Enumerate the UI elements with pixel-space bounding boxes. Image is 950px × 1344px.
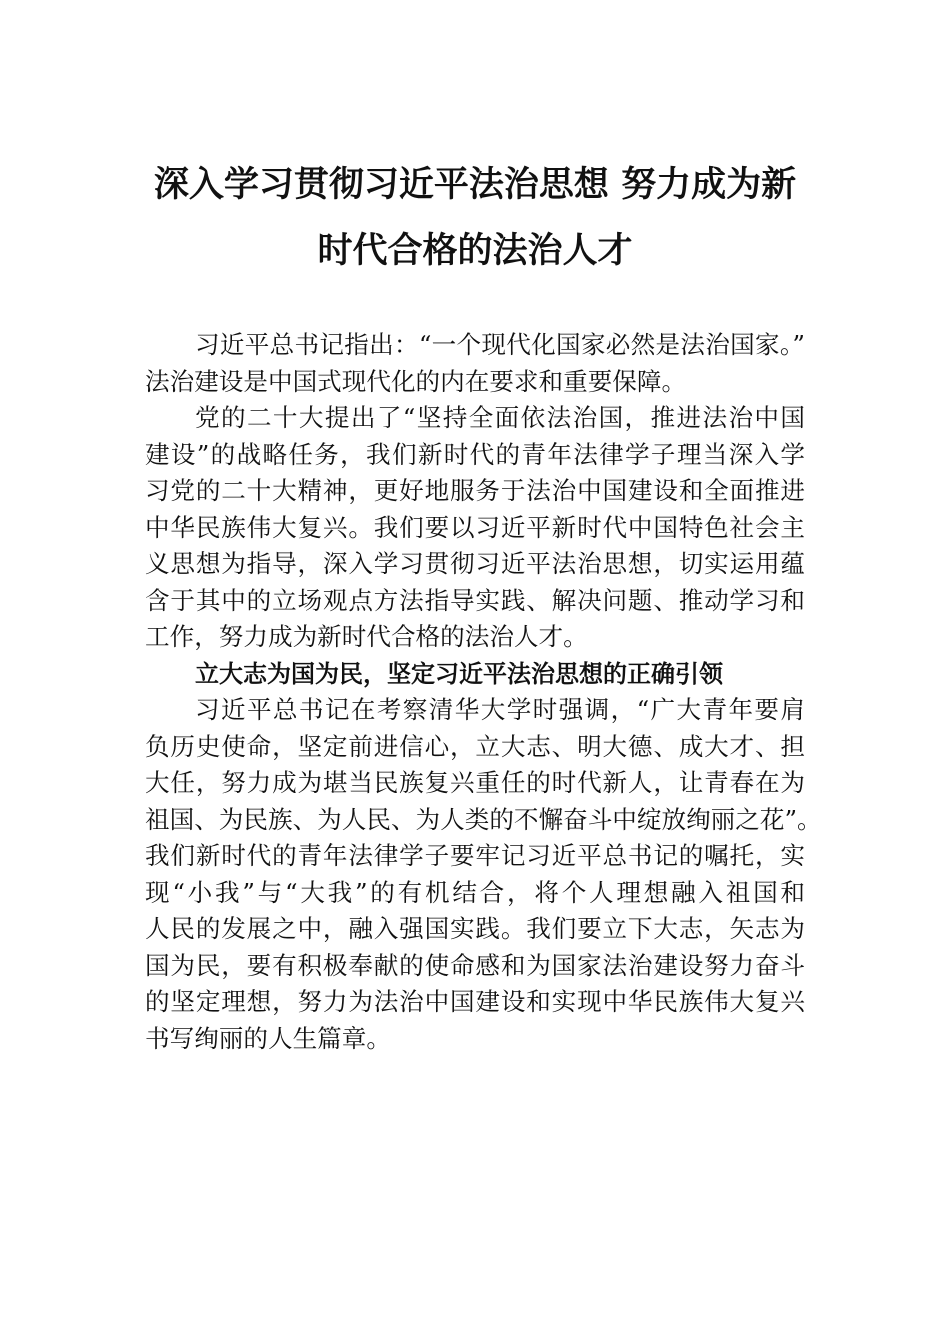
paragraph-3 [145,692,822,1057]
title-line: 时代合格的法治人才 [317,230,633,271]
paragraph-line: 我们新时代的青年法律学子要牢记习近平总书记的嘱托，实 [145,841,805,870]
paragraph-line: 习近平总书记在考察清华大学时强调，“广大青年要肩 [195,695,805,724]
paragraph-line: 人民的发展之中，融入强国实践。我们要立下大志，矢志为 [145,914,805,943]
document-body [145,327,822,1057]
paragraph-line: 国为民，要有积极奉献的使命感和为国家法治建设努力奋斗 [145,950,805,980]
paragraph-line: 的坚定理想，努力为法治中国建设和实现中华民族伟大复兴 [145,987,805,1016]
paragraph-line: 习近平总书记指出：“一个现代化国家必然是法治国家。” [195,330,805,359]
paragraph-line: 大任，努力成为堪当民族复兴重任的时代新人，让青春在为 [145,768,805,797]
paragraph-line: 法治建设是中国式现代化的内在要求和重要保障。 [145,366,687,396]
paragraph-line: 祖国、为民族、为人民、为人类的不懈奋斗中绽放绚丽之花”。 [145,804,822,834]
paragraph-line: 中华民族伟大复兴。我们要以习近平新时代中国特色社会主 [145,512,805,542]
paragraph-line: 义思想为指导，深入学习贯彻习近平法治思想，切实运用蕴 [145,549,805,578]
document-title [145,152,805,284]
paragraph-line: 建设”的战略任务，我们新时代的青年法律学子理当深入学 [145,439,805,469]
paragraph-line: 工作，努力成为新时代合格的法治人才。 [145,622,588,651]
paragraph-line: 负历史使命，坚定前进信心，立大志、明大德、成大才、担 [145,731,805,761]
paragraph-1 [145,327,805,400]
section-heading: 立大志为国为民，坚定习近平法治思想的正确引领 [195,659,723,688]
paragraph-line: 党的二十大提出了“坚持全面依法治国，推进法治中国 [195,403,805,432]
paragraph-line: 习党的二十大精神，更好地服务于法治中国建设和全面推进 [145,476,805,505]
paragraph-line: 现“小我”与“大我”的有机结合，将个人理想融入祖国和 [145,877,805,907]
paragraph-2 [145,400,805,656]
paragraph-line: 含于其中的立场观点方法指导实践、解决问题、推动学习和 [145,585,805,615]
paragraph-line: 书写绚丽的人生篇章。 [145,1023,391,1053]
title-line: 深入学习贯彻习近平法治思想 努力成为新 [153,164,797,205]
